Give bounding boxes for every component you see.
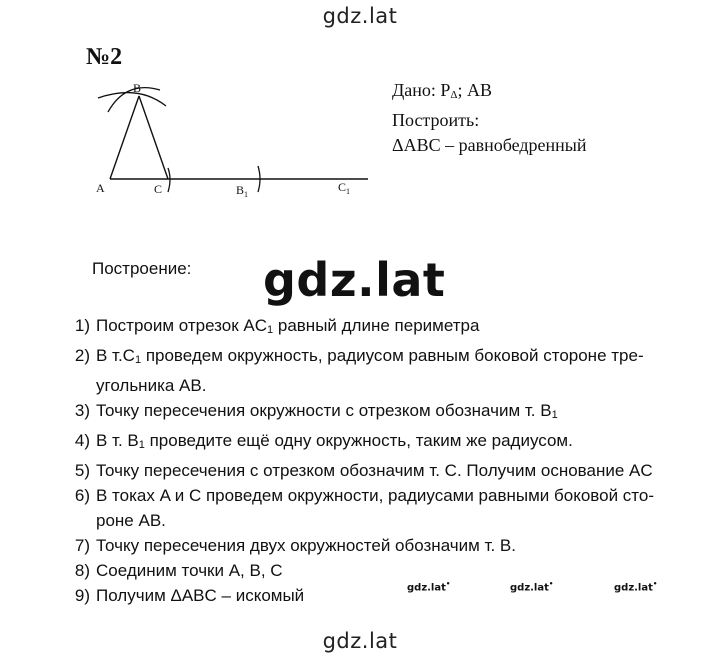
given-line-2: Построить: bbox=[392, 110, 480, 130]
step-line: В $т.C_1$ проведем окружность, радиусом равным боковой стороне тре- bbox=[96, 346, 644, 366]
step-item bbox=[58, 533, 708, 558]
step-line: роне AB. bbox=[96, 511, 166, 530]
construction-figure bbox=[88, 76, 378, 201]
step-number: 6) bbox=[74, 486, 90, 505]
step-text bbox=[96, 458, 653, 483]
tick-c bbox=[168, 168, 170, 192]
label-c: C bbox=[154, 182, 163, 196]
construction-label: Построение: bbox=[92, 259, 192, 278]
step-text bbox=[96, 398, 558, 428]
step-item bbox=[58, 458, 708, 483]
step-text bbox=[96, 313, 479, 343]
step-number: 9) bbox=[74, 586, 90, 605]
step-item bbox=[58, 313, 708, 343]
step-number: 4) bbox=[74, 431, 90, 450]
given-line-1: Дано: $P_\Delta$; AB bbox=[392, 80, 493, 101]
step-line: Точку пересечения с отрезком обозначим т. C. Получим основание AC bbox=[96, 461, 653, 480]
step-item bbox=[58, 398, 708, 428]
step-item bbox=[58, 483, 708, 533]
step-text bbox=[96, 583, 304, 608]
watermark-bottom: gdz.lat bbox=[322, 629, 398, 653]
step-line: угольника AB. bbox=[96, 376, 207, 395]
watermark-top: gdz.lat bbox=[322, 4, 398, 28]
step-line: Точку пересечения двух окружностей обозначим т. B. bbox=[96, 536, 516, 555]
step-number: 3) bbox=[74, 401, 90, 420]
given-line-3: ΔABC – равнобедренный bbox=[392, 135, 587, 155]
step-text bbox=[96, 533, 516, 558]
task-number: №2 bbox=[86, 44, 123, 70]
step-text bbox=[96, 558, 283, 583]
watermark-big: gdz.lat bbox=[263, 253, 446, 307]
steps-list bbox=[58, 313, 708, 608]
step-line: В токах A и C проведем окружности, радиусами равными боковой сто- bbox=[96, 486, 655, 505]
watermark-small-2: gdz.lat• bbox=[510, 580, 554, 594]
label-c1: $C_1$ bbox=[338, 180, 351, 196]
step-line: Соединим точки A, B, C bbox=[96, 561, 283, 580]
step-line: Получим ΔABC – искомый bbox=[96, 586, 305, 605]
side-ab bbox=[110, 96, 139, 179]
watermark-small-3: gdz.lat• bbox=[614, 580, 658, 594]
given-block bbox=[392, 78, 587, 158]
step-number: 2) bbox=[74, 346, 90, 365]
step-number: 1) bbox=[74, 316, 90, 335]
step-line: Построим отрезок $AC_1$ равный длине периметра bbox=[96, 316, 480, 336]
label-b1: $B_1$ bbox=[236, 183, 249, 199]
arc-from-a bbox=[98, 93, 166, 106]
step-line: Точку пересечения окружности с отрезком обозначим т. $B_1$ bbox=[96, 401, 558, 421]
step-item bbox=[58, 558, 708, 583]
step-number: 7) bbox=[74, 536, 90, 555]
step-item bbox=[58, 583, 708, 608]
label-b: B bbox=[133, 81, 142, 95]
side-bc bbox=[139, 96, 168, 179]
step-item bbox=[58, 343, 708, 398]
step-number: 5) bbox=[74, 461, 90, 480]
step-text bbox=[96, 343, 644, 398]
watermark-small-1: gdz.lat• bbox=[407, 580, 451, 594]
step-line: В т. $B_1$ проведите ещё одну окружность, таким же радиусом. bbox=[96, 431, 573, 451]
step-text bbox=[96, 483, 654, 533]
step-number: 8) bbox=[74, 561, 90, 580]
step-text bbox=[96, 428, 573, 458]
step-item bbox=[58, 428, 708, 458]
label-a: A bbox=[96, 181, 105, 195]
